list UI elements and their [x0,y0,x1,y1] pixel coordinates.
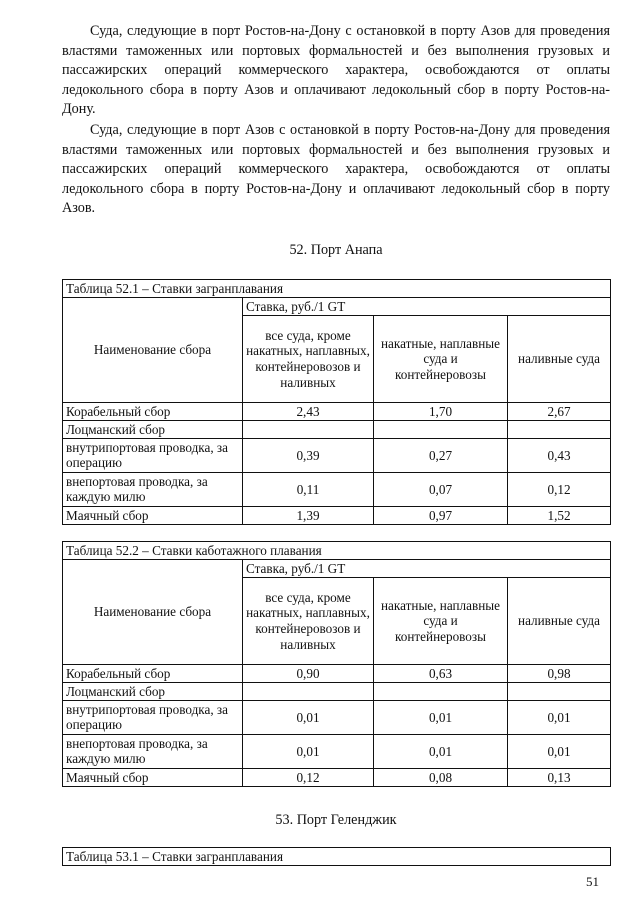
table-row [63,768,611,786]
cell-value: 0,27 [374,438,508,472]
table-row [63,420,611,438]
cell-value [243,420,374,438]
cell-value: 1,70 [374,402,508,420]
table-caption: Таблица 52.1 – Ставки загранплавания [63,279,611,297]
document-page [62,22,610,866]
column-header-name: Наименование сбора [63,559,243,664]
cell-value [508,420,611,438]
cell-value: 0,01 [508,734,611,768]
table-row [63,438,611,472]
row-label: внепортовая проводка, за каждую милю [63,472,243,506]
cell-value: 0,97 [374,506,508,524]
row-label: внепортовая проводка, за каждую милю [63,734,243,768]
row-label: Маячный сбор [63,506,243,524]
table-header-row [63,297,611,315]
cell-value: 0,01 [243,700,374,734]
table-row [63,664,611,682]
table-row [63,700,611,734]
row-label: Лоцманский сбор [63,682,243,700]
column-header-tankers: наливные суда [508,315,611,402]
cell-value: 2,67 [508,402,611,420]
cell-value [374,420,508,438]
cell-value: 0,01 [508,700,611,734]
cell-value: 0,43 [508,438,611,472]
paragraph-rostov-azov: Суда, следующие в порт Азов с остановкой в порту Ростов-на-Дону для проведения властями таможенных или портовых формальностей и без выполнения грузовых и пассажирских операций коммерческого характера, освобождаются от оплаты ледокольного сбора в порту Ростов-на-Дону и оплачивают ледокольный сбор в порту Азов. [62,121,610,217]
cell-value: 0,12 [243,768,374,786]
table-spacer [62,525,610,541]
column-header-roro-container: накатные, наплавные суда и контейнеровозы [374,315,508,402]
cell-value [374,682,508,700]
paragraph-azov-rostov: Суда, следующие в порт Ростов-на-Дону с остановкой в порту Азов для проведения властями таможенных или портовых формальностей и без выполнения грузовых и пассажирских операций коммерческого характера, освобождаются от оплаты ледокольного сбора в порту Азов и оплачивают ледокольный сбор в порту Ростов-на-Дону. [62,23,610,118]
cell-value: 1,52 [508,506,611,524]
table-caption-row [63,279,611,297]
column-header-roro-container: накатные, наплавные суда и контейнеровозы [374,577,508,664]
table-caption: Таблица 52.2 – Ставки каботажного плавания [63,541,611,559]
cell-value: 2,43 [243,402,374,420]
table-row [63,682,611,700]
table-53-1 [62,847,611,866]
cell-value: 0,90 [243,664,374,682]
column-header-all-ships: все суда, кроме накатных, наплавных, контейнеровозов и наливных [243,315,374,402]
cell-value: 0,98 [508,664,611,682]
cell-value: 0,08 [374,768,508,786]
table-52-1 [62,279,611,525]
cell-value: 0,07 [374,472,508,506]
column-header-name: Наименование сбора [63,297,243,402]
cell-value: 0,01 [243,734,374,768]
row-label: Корабельный сбор [63,664,243,682]
column-header-all-ships: все суда, кроме накатных, наплавных, контейнеровозов и наливных [243,577,374,664]
table-caption: Таблица 53.1 – Ставки загранплавания [63,847,611,865]
cell-value: 0,63 [374,664,508,682]
table-row [63,506,611,524]
section-title-gelendzhik: 53. Порт Геленджик [275,811,397,828]
column-header-tankers: наливные суда [508,577,611,664]
table-caption-row [63,847,611,865]
table-row [63,472,611,506]
cell-value: 1,39 [243,506,374,524]
cell-value: 0,01 [374,734,508,768]
section-title-anapa: 52. Порт Анапа [289,241,383,258]
table-row [63,402,611,420]
column-group-header-rate: Ставка, руб./1 GT [243,559,611,577]
cell-value: 0,13 [508,768,611,786]
cell-value: 0,39 [243,438,374,472]
table-52-2 [62,541,611,787]
column-group-header-rate: Ставка, руб./1 GT [243,297,611,315]
cell-value [243,682,374,700]
row-label: Лоцманский сбор [63,420,243,438]
cell-value [508,682,611,700]
cell-value: 0,12 [508,472,611,506]
table-caption-row [63,541,611,559]
cell-value: 0,01 [374,700,508,734]
row-label: Корабельный сбор [63,402,243,420]
table-row [63,734,611,768]
page-number: 51 [586,874,599,889]
row-label: внутрипортовая проводка, за операцию [63,700,243,734]
cell-value: 0,11 [243,472,374,506]
table-header-row [63,559,611,577]
row-label: Маячный сбор [63,768,243,786]
row-label: внутрипортовая проводка, за операцию [63,438,243,472]
